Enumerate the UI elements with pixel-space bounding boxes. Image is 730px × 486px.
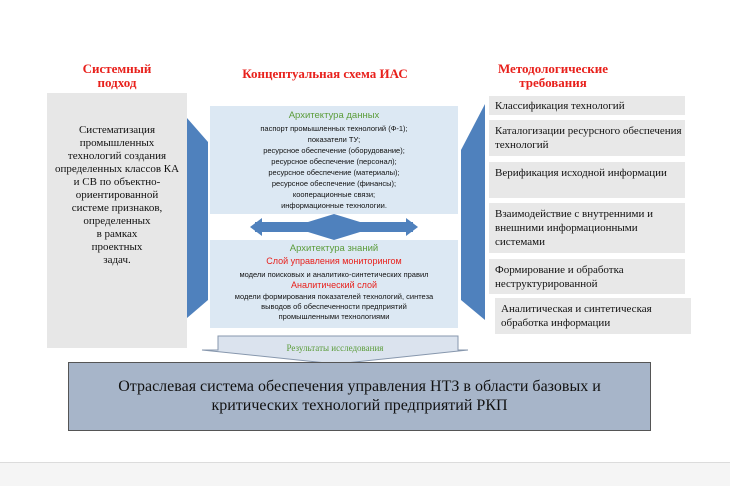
data-architecture-list [210, 123, 458, 211]
analytic-layer-line: промышленными технологиями [278, 312, 390, 321]
right-arrow [461, 104, 485, 320]
center-double-arrow-bar [255, 222, 413, 232]
left-line: системе признаков, [71, 202, 163, 214]
center-double-arrow-left-head [250, 218, 262, 236]
left-arrow [187, 118, 208, 318]
left-line: Систематизация [78, 124, 156, 136]
left-line: задач. [103, 254, 131, 266]
data-architecture-item: ресурсное обеспечение (финансы); [271, 179, 397, 188]
analytic-layer-text [210, 292, 458, 322]
left-line: технологий создания [67, 150, 167, 162]
requirement-item: Формирование и обработка неструктурированной [489, 259, 685, 294]
left-line: промышленных [79, 137, 155, 149]
data-architecture-item: ресурсное обеспечение (оборудование); [263, 146, 405, 155]
data-architecture-item: кооперационные связи; [292, 190, 376, 199]
industry-system-text: Отраслевая система обеспечения управления НТЗ в области базовых и критических технологий предприятий РКП [118, 378, 601, 414]
data-architecture-item: ресурсное обеспечение (персонал); [271, 157, 397, 166]
left-line: определенных [83, 215, 151, 227]
left-line: и СВ по объектно- [73, 176, 161, 188]
requirement-item: Каталогизации ресурсного обеспечения технологий [489, 120, 685, 156]
monitoring-layer-text: модели поисковых и аналитико-синтетических правил [239, 270, 429, 279]
knowledge-architecture-title: Архитектура знаний [289, 243, 379, 254]
left-line: проектных [91, 241, 143, 253]
header-systemic-approach: Системный подход [82, 61, 152, 90]
requirement-item: Верификация исходной информации [489, 162, 685, 198]
header-methodological-requirements: Методологические требования [497, 61, 609, 90]
data-architecture-item: ресурсное обеспечение (материалы); [268, 168, 400, 177]
monitoring-layer-title: Слой управления мониторингом [266, 256, 402, 266]
data-architecture-item: показатели ТУ; [307, 135, 361, 144]
analytic-layer-line: выводов об обеспеченности предприятий [261, 302, 407, 311]
data-architecture-item: паспорт промышленных технологий (Ф-1); [260, 124, 408, 133]
results-label: Результаты исследования [286, 343, 384, 353]
requirement-item: Аналитическая и синтетическая обработка информации [495, 298, 691, 334]
data-architecture-title: Архитектура данных [288, 110, 380, 121]
analytic-layer-line: модели формирования показателей технологий, синтеза [234, 292, 434, 301]
systemic-approach-text [52, 124, 182, 267]
left-line: ориентированной [75, 189, 159, 201]
requirement-item: Классификация технологий [489, 96, 685, 115]
analytic-layer-title: Аналитический слой [291, 280, 377, 290]
footer-bar [0, 463, 730, 486]
data-architecture-item: информационные технологии. [281, 201, 387, 210]
requirement-item: Взаимодействие с внутренними и внешними информационными системами [489, 203, 685, 253]
left-line: определенных классов КА [54, 163, 180, 175]
center-double-arrow-right-head [406, 218, 418, 236]
left-line: в рамках [96, 228, 138, 240]
header-conceptual-scheme: Концептуальная схема ИАС [242, 66, 408, 81]
